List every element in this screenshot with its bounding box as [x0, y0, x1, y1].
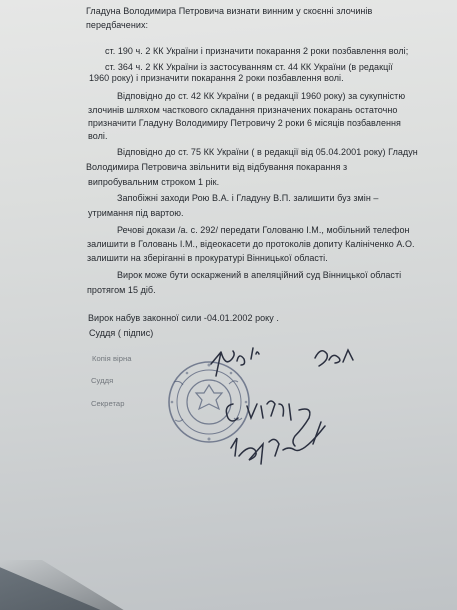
- verdict-line: ст. 364 ч. 2 КК України із застосуванням ст. 44 КК України (в редакції: [105, 62, 393, 72]
- handwriting-secretary-text: [236, 450, 241, 451]
- verdict-line: протягом 15 діб.: [87, 285, 156, 295]
- handwritten-signatures: [203, 338, 373, 486]
- verdict-line: Відповідно до ст. 75 КК України ( в редакції від 05.04.2001 року) Гладун: [117, 147, 418, 157]
- verdict-line: ст. 190 ч. 2 КК України і призначити покарання 2 роки позбавлення волі;: [105, 46, 409, 56]
- entry-into-force-line: Вирок набув законної сили -04.01.2002 року .: [88, 313, 279, 323]
- verdict-line: Відповідно до ст. 42 КК України ( в редакції 1960 року) за сукупністю: [117, 91, 406, 101]
- verdict-line: Володимира Петровича звільнити від відбування покарання з: [86, 162, 348, 172]
- verdict-line: Гладуна Володимира Петровича визнати винним у скоєнні злочинів: [86, 6, 373, 16]
- verdict-line: передбачених:: [86, 20, 149, 30]
- verdict-line: залишити в Головань І.М., відеокасети до протоколів допиту Калініченко А.О.: [87, 239, 415, 249]
- verdict-line: утримання під вартою.: [88, 208, 184, 218]
- verdict-line: залишити на зберіганні в прокуратурі Вінницької області.: [87, 253, 328, 263]
- verdict-line: Вирок може бути оскаржений в апеляційний суд Вінницької області: [117, 270, 402, 280]
- judge-signature-label: Суддя ( підпис): [89, 328, 154, 338]
- verdict-line: волі.: [88, 131, 108, 141]
- faint-label-judge: Суддя: [91, 376, 114, 385]
- verdict-line: призначити Гладуну Володимиру Петровичу 2 роки 6 місяців позбавлення: [88, 118, 401, 128]
- verdict-line: випробувальним строком 1 рік.: [88, 177, 220, 187]
- handwriting-copy-text: [244, 350, 250, 351]
- faint-label-copy: Копія вірна: [92, 354, 132, 363]
- verdict-line: Речові докази /а. с. 292/ передати Голованю І.М., мобільний телефон: [117, 225, 410, 235]
- verdict-line: 1960 року) і призначити покарання 2 роки позбавлення волі.: [89, 73, 344, 83]
- handwriting-judge-text: [236, 400, 239, 401]
- faint-label-secretary: Секретар: [91, 399, 125, 408]
- verdict-line: Запобіжні заходи Рою В.А. і Гладуну В.П. залишити буз змін –: [117, 193, 379, 203]
- verdict-line: злочинів шляхом часткового складання призначених покарань остаточно: [88, 105, 398, 115]
